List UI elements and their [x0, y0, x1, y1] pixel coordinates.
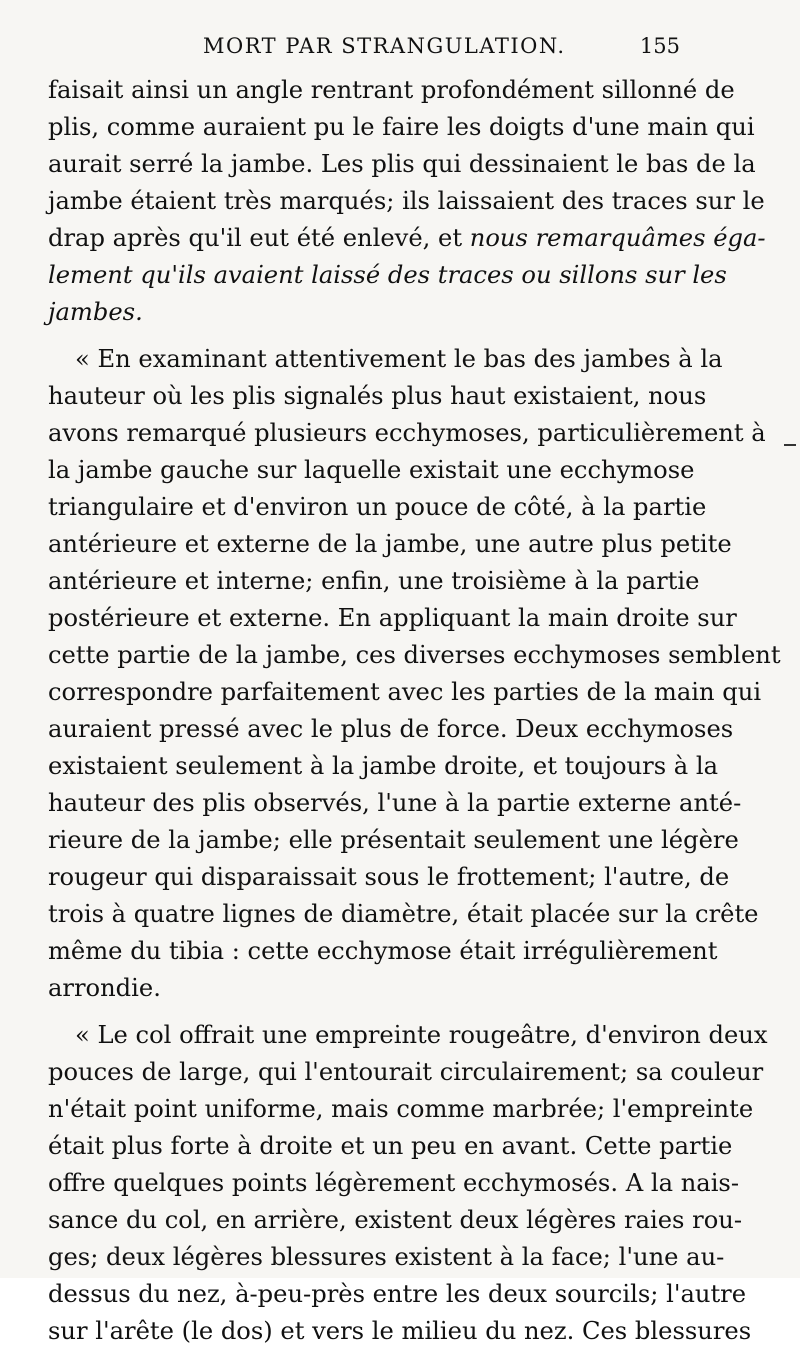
- text-line: rieure de la jambe; elle présentait seulement une légère: [48, 826, 739, 854]
- italic-segment: nous remarquâmes éga-: [469, 224, 766, 252]
- text-line: plis, comme auraient pu le faire les doigts d'une main qui: [48, 113, 755, 141]
- paragraph-1: [48, 72, 766, 331]
- text-line: jambe étaient très marqués; ils laissaient des traces sur le: [48, 187, 765, 215]
- paragraph-2: [48, 341, 781, 1007]
- margin-dash: [784, 444, 796, 446]
- text-line: offre quelques points légèrement ecchymosés. A la nais-: [48, 1169, 740, 1197]
- body-text: [48, 72, 781, 1350]
- text-line: rougeur qui disparaissait sous le frottement; l'autre, de: [48, 863, 730, 891]
- text-line: aurait serré la jambe. Les plis qui dessinaient le bas de la: [48, 150, 756, 178]
- text-line: la jambe gauche sur laquelle existait une ecchymose: [48, 456, 695, 484]
- text-line: [48, 220, 766, 257]
- text-line: [48, 294, 680, 331]
- text-line: sance du col, en arrière, existent deux légères raies rou-: [48, 1206, 743, 1234]
- text-line: « Le col offrait une empreinte rougeâtre, d'environ deux: [75, 1021, 768, 1049]
- text-line: antérieure et interne; enfin, une troisième à la partie: [48, 567, 700, 595]
- page-header: [48, 28, 680, 68]
- text-line: était plus forte à droite et un peu en avant. Cette partie: [48, 1132, 733, 1160]
- text-line: antérieure et externe de la jambe, une autre plus petite: [48, 530, 732, 558]
- text-line: hauteur où les plis signalés plus haut existaient, nous: [48, 382, 707, 410]
- text-line: ges; deux légères blessures existent à la face; l'une au-: [48, 1243, 725, 1271]
- text-line: postérieure et externe. En appliquant la main droite sur: [48, 604, 737, 632]
- italic-segment: jambes.: [48, 298, 143, 326]
- text-line: dessus du nez, à-peu-près entre les deux sourcils; l'autre: [48, 1280, 747, 1308]
- text-line: cette partie de la jambe, ces diverses ecchymoses semblent: [48, 641, 781, 669]
- text-line: pouces de large, qui l'entourait circulairement; sa couleur: [48, 1058, 764, 1086]
- text-line: avons remarqué plusieurs ecchymoses, particulièrement à: [48, 419, 766, 447]
- text-segment: drap après qu'il eut été enlevé, et: [48, 224, 463, 252]
- text-line: [48, 257, 727, 294]
- paragraph-3: [48, 1017, 768, 1350]
- text-line: correspondre parfaitement avec les parties de la main qui: [48, 678, 762, 706]
- text-line: trois à quatre lignes de diamètre, était placée sur la crête: [48, 900, 759, 928]
- page-number: 155: [639, 34, 680, 58]
- text-line: même du tibia : cette ecchymose était irrégulièrement: [48, 937, 718, 965]
- text-line: n'était point uniforme, mais comme marbrée; l'empreinte: [48, 1095, 754, 1123]
- text-line: triangulaire et d'environ un pouce de côté, à la partie: [48, 493, 707, 521]
- italic-segment: lement qu'ils avaient laissé des traces ou sillons sur les: [48, 261, 727, 289]
- text-line: existaient seulement à la jambe droite, et toujours à la: [48, 752, 719, 780]
- running-head: MORT PAR STRANGULATION.: [203, 34, 566, 58]
- text-line: « En examinant attentivement le bas des jambes à la: [75, 345, 723, 373]
- text-line: auraient pressé avec le plus de force. Deux ecchymoses: [48, 715, 734, 743]
- text-line: arrondie.: [48, 974, 161, 1002]
- text-line: hauteur des plis observés, l'une à la partie externe anté-: [48, 789, 742, 817]
- text-line: sur l'arête (le dos) et vers le milieu du nez. Ces blessures: [48, 1317, 752, 1345]
- text-line: faisait ainsi un angle rentrant profondément sillonné de: [48, 76, 735, 104]
